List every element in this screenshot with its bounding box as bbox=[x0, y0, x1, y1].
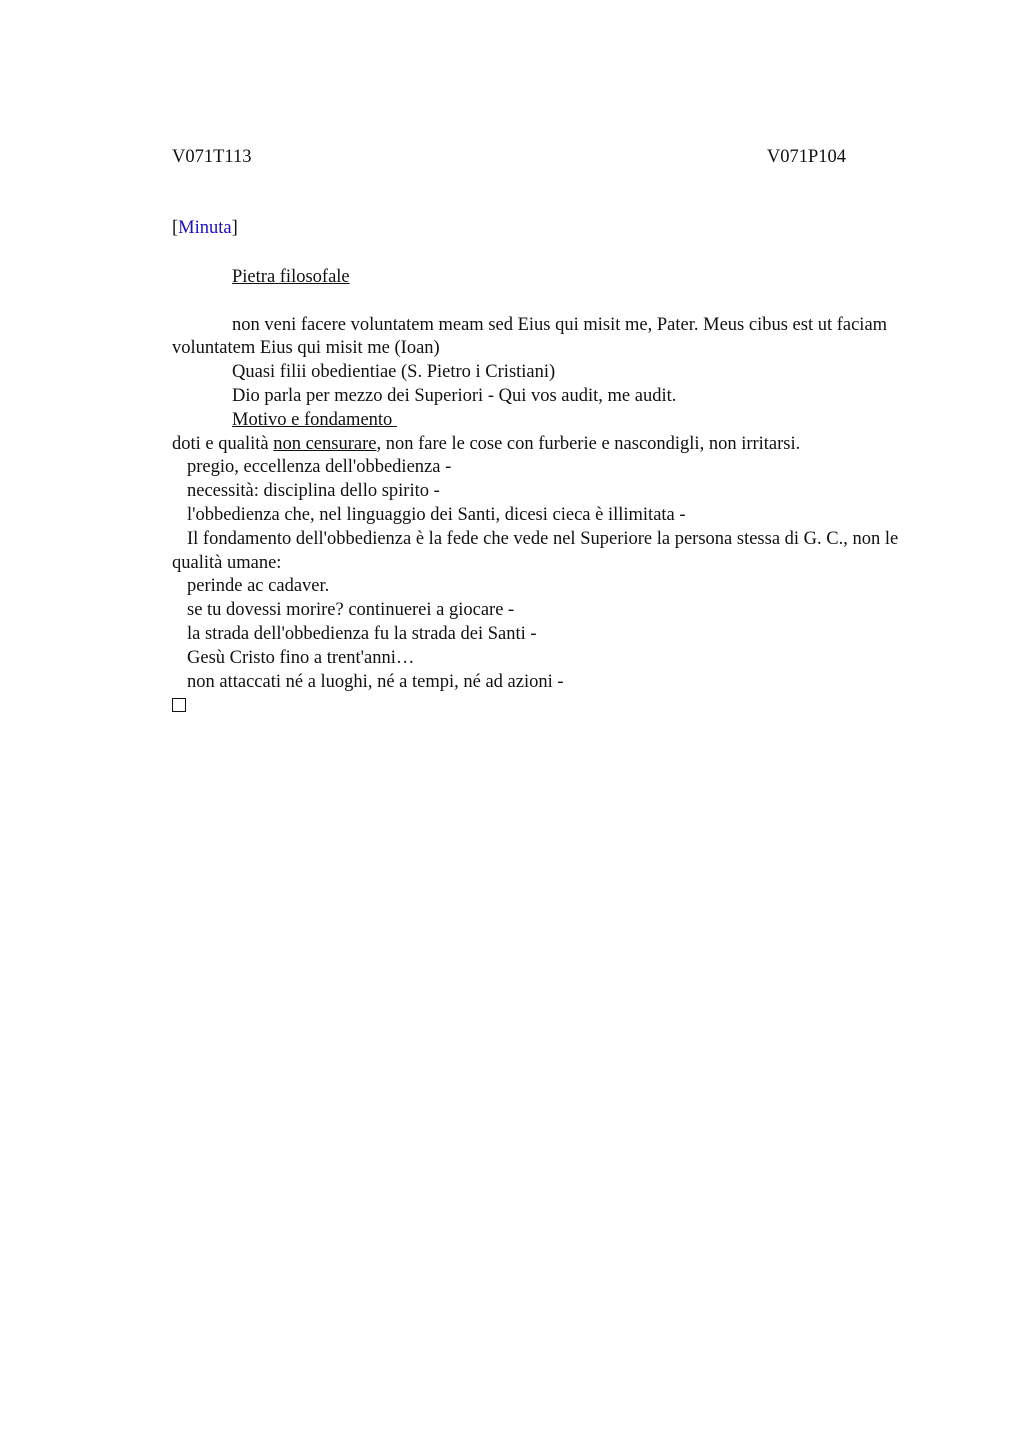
document-code-right: V071P104 bbox=[766, 147, 846, 167]
list-item: non attaccati né a luoghi, né a tempi, né ad azioni - bbox=[187, 671, 564, 692]
document-code-left: V071T113 bbox=[172, 147, 252, 167]
close-bracket: ] bbox=[231, 218, 238, 238]
list-item: perinde ac cadaver. bbox=[187, 576, 330, 597]
list-item: l'obbedienza che, nel linguaggio dei Santi, dicesi cieca è illimitata - bbox=[187, 504, 686, 525]
list-item: pregio, eccellenza dell'obbedienza - bbox=[187, 457, 452, 478]
paragraph-quote: non veni facere voluntatem meam sed Eius qui misit me, Pater. Meus cibus est ut faciam voluntatem Eius qui misit me (Ioan) bbox=[172, 314, 888, 359]
list-item: la strada dell'obbedienza fu la strada dei Santi - bbox=[187, 623, 537, 644]
open-bracket: [ bbox=[172, 218, 179, 238]
title-text: Pietra filosofale bbox=[232, 267, 350, 287]
document-body bbox=[172, 266, 932, 720]
header-row bbox=[172, 147, 846, 171]
minuta-link[interactable]: Minuta bbox=[178, 218, 232, 238]
text-line: Quasi filii obedientiae (S. Pietro i Cristiani) bbox=[232, 362, 556, 383]
minuta-label bbox=[172, 218, 238, 239]
spacer bbox=[172, 290, 932, 314]
end-marker bbox=[172, 694, 932, 720]
doti-suffix: , non fare le cose con furberie e nascondigli, non irritarsi. bbox=[376, 433, 801, 454]
list-item: se tu dovessi morire? continuerei a giocare - bbox=[187, 600, 515, 621]
list-item: Gesù Cristo fino a trent'anni… bbox=[187, 647, 415, 668]
doti-line bbox=[172, 433, 932, 457]
list-item: necessità: disciplina dello spirito - bbox=[187, 481, 440, 502]
fondamento-paragraph: Il fondamento dell'obbedienza è la fede che vede nel Superiore la persona stessa di G. C., non le qualità umane: bbox=[172, 528, 899, 573]
subheading-text: Motivo e fondamento bbox=[232, 409, 397, 430]
text-line: Dio parla per mezzo dei Superiori - Qui vos audit, me audit. bbox=[232, 385, 677, 406]
square-box-icon bbox=[172, 698, 186, 712]
doti-prefix: doti e qualità bbox=[172, 433, 274, 454]
subheading bbox=[172, 409, 932, 433]
section-title bbox=[172, 266, 932, 290]
doti-underlined: non censurare bbox=[273, 433, 377, 454]
